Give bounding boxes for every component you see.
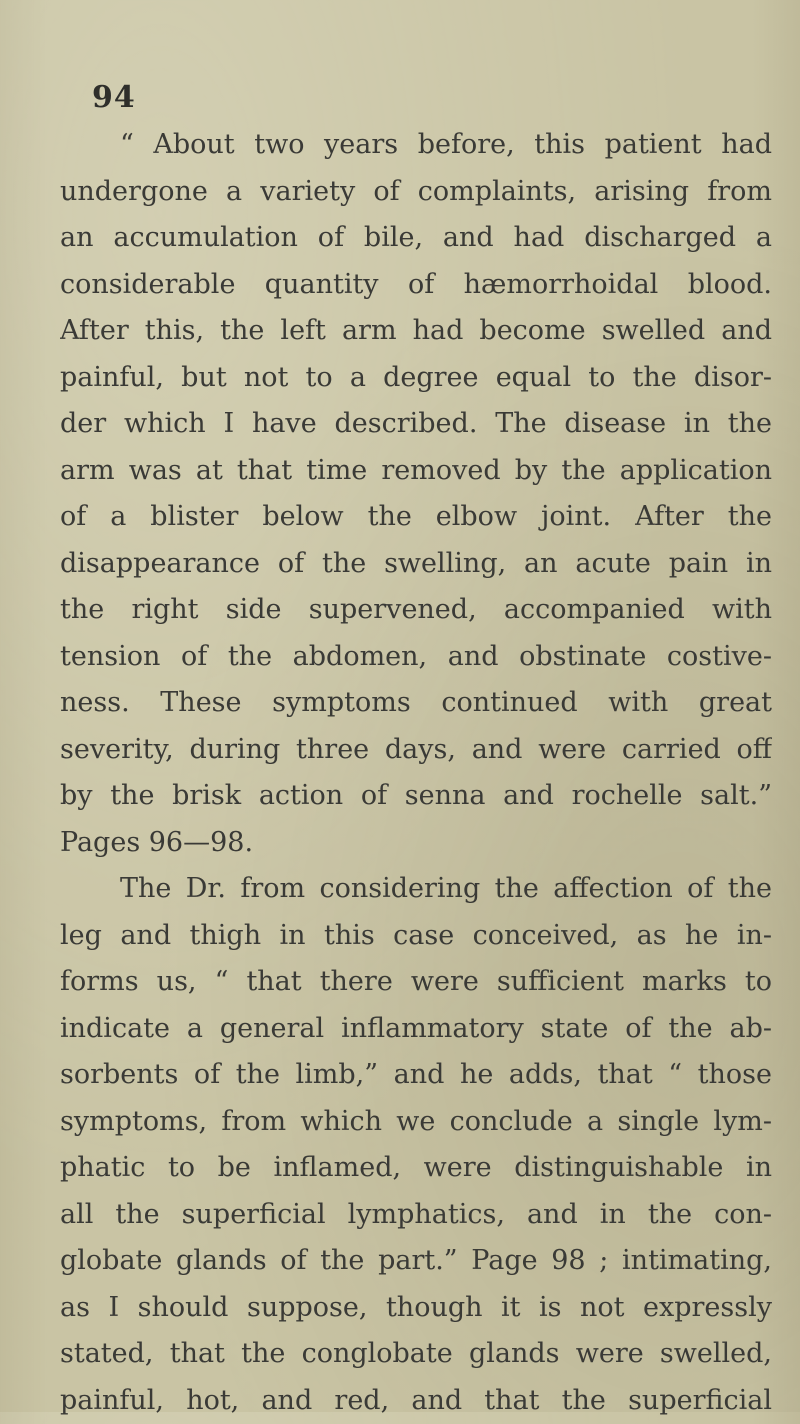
text-line: painful, but not to a degree equal to the disor- [60,355,772,402]
text-line: arm was at that time removed by the application [60,448,772,495]
text-line: The Dr. from considering the affection of the [60,866,772,913]
text-line: tension of the abdomen, and obstinate costive- [60,634,772,681]
text-line: phatic to be inflamed, were distinguishable in [60,1145,772,1192]
text-line: stated, that the conglobate glands were swelled, [60,1331,772,1378]
text-line: disappearance of the swelling, an acute pain in [60,541,772,588]
text-line: undergone a variety of complaints, arising from [60,169,772,216]
text-line: all the superficial lymphatics, and in the con- [60,1192,772,1239]
text-line: leg and thigh in this case conceived, as he in- [60,913,772,960]
text-line: forms us, “ that there were sufficient marks to [60,959,772,1006]
text-line: globate glands of the part.” Page 98 ; intimating, [60,1238,772,1285]
text-line: Pages 96—98. [60,820,772,867]
text-line: painful, hot, and red, and that the superficial [60,1378,772,1424]
text-line: considerable quantity of hæmorrhoidal blood. [60,262,772,309]
text-line: sorbents of the limb,” and he adds, that “ those [60,1052,772,1099]
text-line: severity, during three days, and were carried off [60,727,772,774]
page-number: 94 [92,80,136,115]
text-line: an accumulation of bile, and had discharged a [60,215,772,262]
text-line: ness. These symptoms continued with great [60,680,772,727]
text-line: the right side supervened, accompanied with [60,587,772,634]
body-text [60,122,772,1424]
text-line: indicate a general inflammatory state of the ab- [60,1006,772,1053]
text-line: der which I have described. The disease in the [60,401,772,448]
text-line: of a blister below the elbow joint. After the [60,494,772,541]
text-line: After this, the left arm had become swelled and [60,308,772,355]
text-line: symptoms, from which we conclude a single lym- [60,1099,772,1146]
text-line: as I should suppose, though it is not expressly [60,1285,772,1332]
text-line: “ About two years before, this patient had [60,122,772,169]
text-line: by the brisk action of senna and rochelle salt.” [60,773,772,820]
